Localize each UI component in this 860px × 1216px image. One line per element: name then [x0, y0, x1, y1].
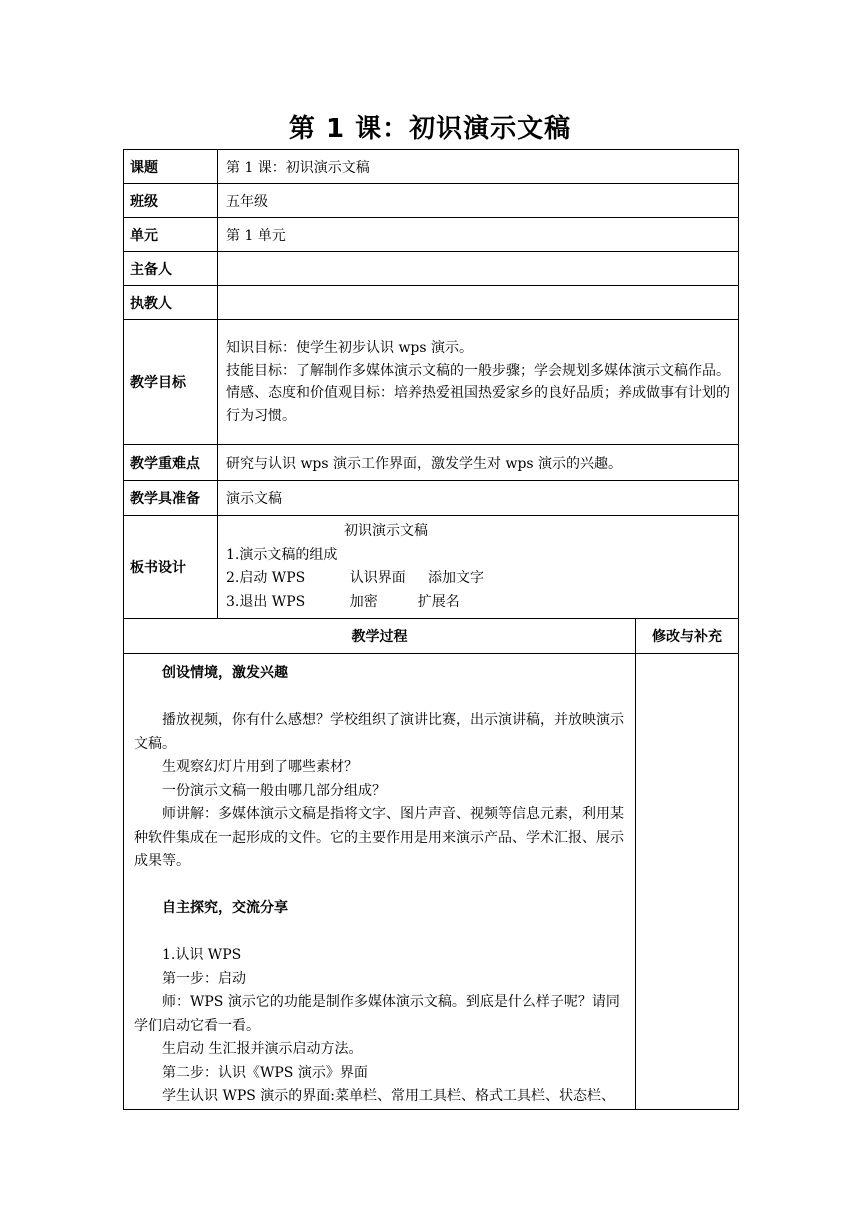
table-row	[124, 481, 739, 516]
process-paragraph: 播放视频，你有什么感想？学校组织了演讲比赛，出示演讲稿，并放映演示文稿。	[134, 712, 624, 752]
process-paragraph: 师：WPS 演示它的功能是制作多媒体演示文稿。到底是什么样子呢？请同学们启动它看一看。	[134, 994, 620, 1034]
row-value-topic: 第 1 课：初识演示文稿	[218, 150, 739, 184]
row-label-teacher: 执教人	[124, 286, 218, 320]
table-row	[124, 150, 739, 184]
process-paragraph: 生启动 生汇报并演示启动方法。	[162, 1041, 363, 1057]
table-row	[124, 286, 739, 320]
lesson-plan-table	[123, 149, 739, 1110]
row-label-topic: 课题	[124, 150, 218, 184]
board-line: 2.启动 WPS 认识界面 添加文字	[226, 570, 484, 586]
process-cell	[124, 654, 636, 1110]
process-paragraph: 第二步：认识《WPS 演示》界面	[162, 1064, 368, 1081]
row-value-tools: 演示文稿	[218, 481, 739, 516]
row-value-unit: 第 1 单元	[218, 218, 739, 252]
table-row	[124, 516, 739, 619]
process-paragraph: 一份演示文稿一般由哪几部分组成？	[162, 782, 386, 799]
row-label-tools: 教学具准备	[124, 481, 218, 516]
row-value-preparer	[218, 252, 739, 286]
table-row	[124, 184, 739, 218]
row-label-key-points: 教学重难点	[124, 445, 218, 481]
process-header: 教学过程	[124, 619, 636, 654]
table-row	[124, 252, 739, 286]
table-row	[124, 320, 739, 445]
row-value-class: 五年级	[218, 184, 739, 218]
row-label-board: 板书设计	[124, 516, 218, 619]
board-line: 3.退出 WPS 加密 扩展名	[226, 593, 460, 610]
row-label-class: 班级	[124, 184, 218, 218]
process-paragraph: 生观察幻灯片用到了哪些素材？	[162, 759, 358, 775]
table-row	[124, 654, 739, 1110]
objective-emotion: 情感、态度和价值观目标：培养热爱祖国热爱家乡的良好品质；养成做事有计划的行为习惯。	[226, 385, 730, 424]
objectives-cell	[218, 320, 739, 445]
row-value-key-points: 研究与认识 wps 演示工作界面，激发学生对 wps 演示的兴趣。	[218, 445, 739, 481]
blank-line	[134, 686, 629, 710]
revise-cell	[636, 654, 739, 1110]
section-heading: 自主探究，交流分享	[162, 900, 288, 916]
board-title: 初识演示文稿	[344, 523, 428, 539]
blank-line	[134, 874, 629, 898]
table-row	[124, 218, 739, 252]
row-label-preparer: 主备人	[124, 252, 218, 286]
page-title: 第 1 课：初识演示文稿	[288, 114, 572, 144]
process-paragraph: 学生认识 WPS 演示的界面:菜单栏、常用工具栏、格式工具栏、状态栏、	[162, 1088, 616, 1104]
row-label-objectives: 教学目标	[124, 320, 218, 445]
objective-skill: 技能目标：了解制作多媒体演示文稿的一般步骤；学会规划多媒体演示文稿作品。	[226, 362, 730, 379]
table-row	[124, 619, 739, 654]
process-paragraph: 1.认识 WPS	[162, 947, 242, 963]
objective-knowledge: 知识目标：使学生初步认识 wps 演示。	[226, 340, 474, 356]
blank-line	[134, 921, 629, 945]
process-paragraph: 第一步：启动	[162, 970, 246, 987]
row-label-unit: 单元	[124, 218, 218, 252]
revise-header: 修改与补充	[636, 619, 739, 654]
process-paragraph: 师讲解：多媒体演示文稿是指将文字、图片声音、视频等信息元素，利用某种软件集成在一起形成的文件。它的主要作用是用来演示产品、学术汇报、展示成果等。	[134, 806, 624, 869]
section-heading: 创设情境，激发兴趣	[162, 665, 288, 681]
table-row	[124, 445, 739, 481]
board-line: 1.演示文稿的组成	[226, 546, 338, 563]
board-design-cell	[218, 516, 739, 619]
row-value-teacher	[218, 286, 739, 320]
